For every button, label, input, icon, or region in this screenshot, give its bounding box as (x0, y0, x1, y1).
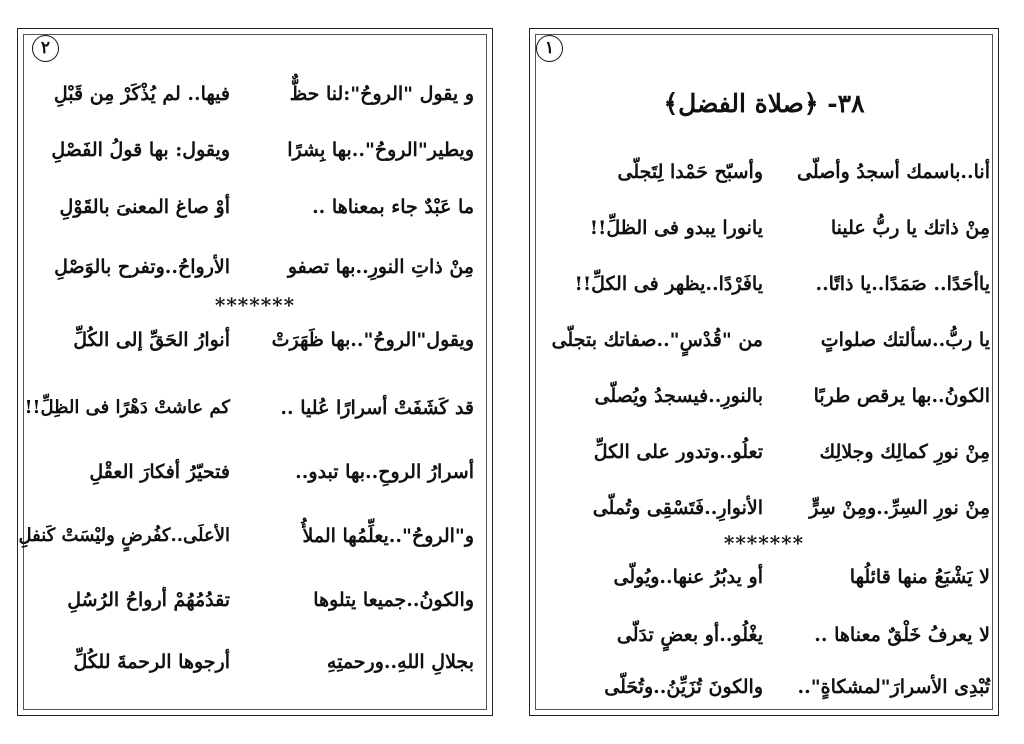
page-number-badge: ٢ (32, 35, 59, 62)
second-hemistich: الأنوارِ..فَتَسْقِى وتُملّى (592, 497, 763, 519)
verse-line (18, 192, 492, 222)
first-hemistich: بجلالِ اللهِ..ورحمتِهِ (326, 651, 474, 673)
first-hemistich: و"الروحُ"..يعلِّمُها الملأُ (302, 525, 474, 547)
verse-line (530, 381, 998, 411)
second-hemistich: بالنورِ..فيسجدُ ويُصلّى (594, 385, 763, 407)
first-hemistich: لا يعرفُ خَلْقٌ معناها .. (814, 624, 990, 646)
first-hemistich: ما عَبْدٌ جاء بمعناها .. (312, 196, 474, 218)
verse-line (530, 562, 998, 592)
right-page (529, 28, 999, 716)
verse-line (18, 252, 492, 282)
poem-title: ٣٨- ﴿صلاة الفضل﴾ (663, 89, 865, 118)
first-hemistich: و يقول "الروحُ":لنا حظٌّ (289, 83, 474, 105)
first-hemistich: لا يَشْبَعُ منها قائلُها (849, 566, 990, 588)
first-hemistich: والكونُ..جميعا يتلوها (313, 589, 474, 611)
verse-line (530, 325, 998, 355)
second-hemistich: والكونَ تُزَيِّنُ..وتُحَلّى (604, 676, 763, 698)
first-hemistich: أنا..باسمك أسجدُ وأصلّى (797, 161, 990, 183)
second-hemistich: أنوارُ الحَقِّ إلى الكُلِّ (73, 329, 230, 351)
second-hemistich: تعلُو..وتدور على الكلِّ (593, 441, 763, 463)
first-hemistich: ياأحَدًا.. صَمَدًا..يا ذاتًا.. (815, 273, 990, 295)
second-hemistich: من "قُدْسٍ"..صفاتك بتجلّى (551, 329, 763, 351)
verse-line (530, 620, 998, 650)
verse-line (18, 647, 492, 677)
first-hemistich: يا ربُّ..سألتك صلواتٍ (820, 329, 990, 351)
first-hemistich: مِنْ نورِ السِرِّ..ومِنْ سِرٍّ (809, 497, 990, 519)
verse-line (18, 325, 492, 355)
verse-line (530, 213, 998, 243)
first-hemistich: قد كَشَفَتْ أسرارًا عُليا .. (280, 397, 474, 419)
first-hemistich: أسرارُ الروحِ..بها تبدو.. (295, 461, 474, 483)
second-hemistich: فتحيّرُ أفكارَ العقْلِ (89, 461, 230, 483)
second-hemistich: أرجوها الرحمةَ للكُلِّ (73, 651, 230, 673)
second-hemistich: وأسبّح حَمْدا لِتَجلّى (617, 161, 763, 183)
second-hemistich: تقدُمُهُمْ أرواحُ الرُسُلِ (67, 589, 230, 611)
verse-line (18, 393, 492, 423)
stanza-separator: ******* (723, 531, 805, 555)
second-hemistich: كم عاشتْ دَهْرًا فى الظِلِّ!! (24, 397, 230, 418)
second-hemistich: ويقول: بها قولُ الفَصْلِ (51, 139, 230, 161)
first-hemistich: ويطير"الروحُ"..بها بِشرًا (287, 139, 474, 161)
verse-line (18, 135, 492, 165)
verse-line (530, 493, 998, 523)
first-hemistich: الكونُ..بها يرقص طربًا (813, 385, 990, 407)
verse-line (18, 457, 492, 487)
first-hemistich: مِنْ ذاتِ النورِ..بها تصفو (287, 256, 474, 278)
page-number-badge: ١ (536, 35, 563, 62)
verse-line (18, 521, 492, 551)
second-hemistich: أو يدبُرُ عنها..ويُولّى (613, 566, 763, 588)
page-inner-border (535, 34, 993, 710)
verse-line (530, 672, 998, 702)
second-hemistich: فيها.. لم يُذْكَرْ مِن قَبْلِ (53, 83, 230, 105)
verse-line (18, 79, 492, 109)
first-hemistich: مِنْ ذاتك يا ربُّ علينا (830, 217, 990, 239)
verse-line (530, 157, 998, 187)
verse-line (530, 437, 998, 467)
verse-line (18, 585, 492, 615)
left-page (17, 28, 493, 716)
first-hemistich: مِنْ نورِ كمالِك وجلالِك (819, 441, 990, 463)
second-hemistich: الأرواحُ..وتفرح بالوَصْلِ (54, 256, 230, 278)
verse-line (530, 269, 998, 299)
second-hemistich: يافَرْدًا..يظهر فى الكلِّ!! (574, 273, 763, 295)
second-hemistich: أوْ صاغ المعنىَ بالقَوْلِ (59, 196, 230, 218)
second-hemistich: يغْلُو..أو بعضٍ تدَلّى (616, 624, 763, 646)
first-hemistich: ويقول"الروحُ"..بها ظَهَرَتْ (271, 329, 474, 351)
second-hemistich: يانورا يبدو فى الظلِّ!! (589, 217, 763, 239)
second-hemistich: الأعلَى..كفُرضٍ وليْسَتْ كَنفلِ (18, 525, 230, 546)
first-hemistich: تُبْدِى الأسرارَ"لمشكاةٍ".. (797, 676, 990, 698)
stanza-separator: ******* (214, 293, 296, 317)
